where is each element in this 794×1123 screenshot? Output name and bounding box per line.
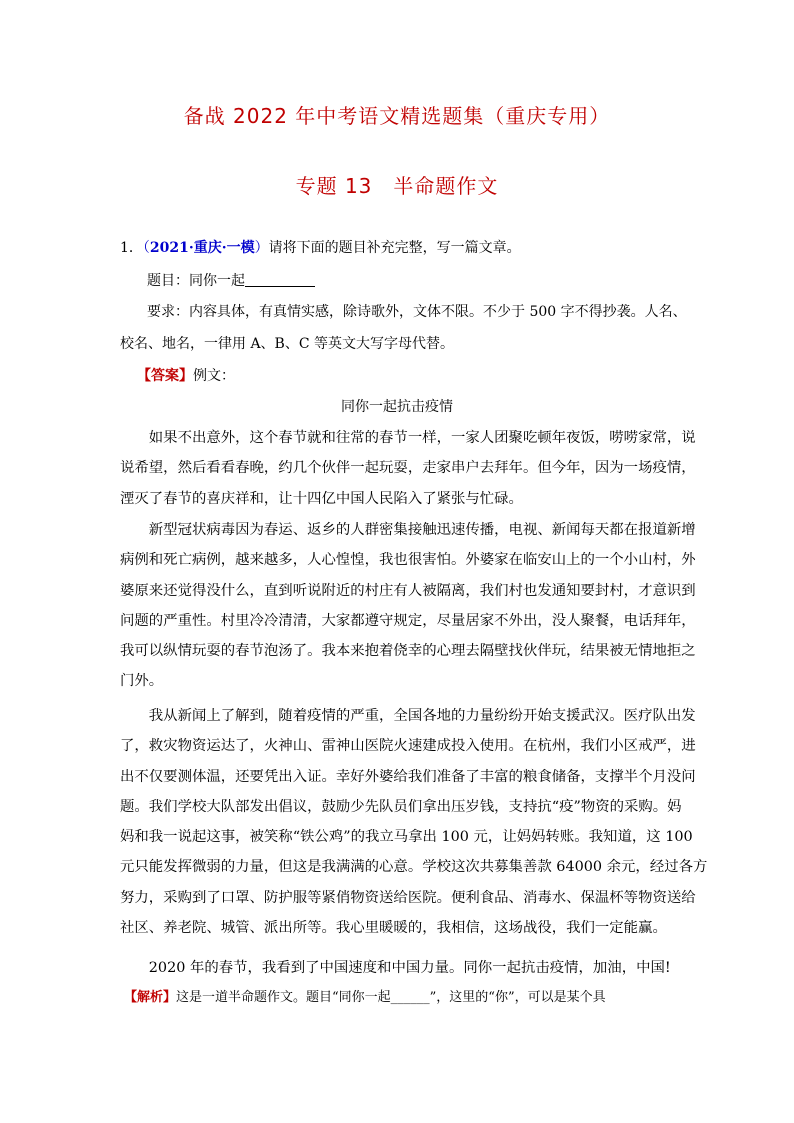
- topic-heading: 专题 13 半命题作文: [295, 174, 499, 198]
- analysis-text: 这是一道半命题作文。题目“同你一起______”，这里的“你”，可以是某个具: [176, 990, 606, 1005]
- text-line: 门外。: [120, 673, 164, 690]
- text-line: 说希望，然后看看春晚，约几个伙伴一起玩耍，走家串户去拜年。但今年，因为一场疫情，: [120, 460, 696, 477]
- question-line: 1．（2021·重庆·一模）请将下面的题目补充完整，写一篇文章。: [120, 240, 521, 256]
- topic-blank: [245, 272, 315, 287]
- text-line: 元只能发挥微弱的力量，但这是我满满的心意。学校这次共募集善款 64000 余元，经过各方: [120, 859, 708, 876]
- page-title: 备战 2022 年中考语文精选题集（重庆专用）: [183, 104, 611, 128]
- text-line: 题。我们学校大队部发出倡议，鼓励少先队员们拿出压岁钱，支持抗“疫”物资的采购。妈: [120, 798, 682, 815]
- answer-tag: 【答案】: [137, 368, 193, 384]
- essay-paragraph-2: [120, 515, 696, 697]
- question-source: 2021·重庆·一模: [149, 240, 255, 256]
- question-prompt: 请将下面的题目补充完整，写一篇文章。: [268, 240, 521, 256]
- topic-line: [147, 271, 315, 291]
- analysis-line: [124, 988, 606, 1008]
- requirements-line-1: 要求：内容具体，有真情实感，除诗歌外，文体不限。不少于 500 字不得抄袭。人名、: [147, 304, 687, 320]
- essay-paragraph-4: [120, 953, 680, 983]
- text-line: 湮灭了春节的喜庆祥和，让十四亿中国人民陷入了紧张与忙碌。: [120, 490, 523, 507]
- essay-paragraph-1: [120, 423, 696, 514]
- requirements-line-2: 校名、地名，一律用 A、B、C 等英文大写字母代替。: [120, 336, 455, 352]
- text-line: 我从新闻上了解到，随着疫情的严重，全国各地的力量纷纷开始支援武汉。医疗队出发: [120, 708, 696, 724]
- question-number: 1．: [120, 240, 143, 256]
- text-line: 病例和死亡病例，越来越多，人心惶惶，我也很害怕。外婆家在临安山上的一个小山村，外: [120, 552, 696, 569]
- text-line: 了，救灾物资运达了，火神山、雷神山医院火速建成投入使用。在杭州，我们小区戒严，进: [120, 738, 696, 755]
- essay-paragraph-3: [120, 701, 708, 943]
- text-line: 社区、养老院、城管、派出所等。我心里暖暖的，我相信，这场战役，我们一定能赢。: [120, 920, 667, 937]
- text-line: 新型冠状病毒因为春运、返乡的人群密集接触迅速传播，电视、新闻每天都在报道新增: [120, 522, 696, 538]
- essay-title: 同你一起抗击疫情: [341, 399, 453, 415]
- text-line: 妈和我一说起这事，被笑称“铁公鸡”的我立马拿出 100 元，让妈妈转账。我知道，这 100: [120, 829, 693, 846]
- text-line: 问题的严重性。村里冷冷清清，大家都遵守规定，尽量居家不外出，没人聚餐，电话拜年，: [120, 612, 696, 629]
- text-line: 婆原来还觉得没什么，直到听说附近的村庄有人被隔离，我们村也发通知要封村，才意识到: [120, 582, 696, 599]
- text-line: 2020 年的春节，我看到了中国速度和中国力量。同你一起抗击疫情，加油，中国!: [120, 960, 671, 976]
- answer-line: [137, 366, 235, 386]
- analysis-tag: 【解析】: [124, 990, 177, 1005]
- text-line: 如果不出意外，这个春节就和往常的春节一样，一家人团聚吃顿年夜饭，唠唠家常，说: [120, 430, 696, 446]
- answer-label: 例文：: [193, 368, 235, 384]
- text-line: 努力，采购到了口罩、防护服等紧俏物资送给医院。便利食品、消毒水、保温杯等物资送给: [120, 889, 696, 906]
- text-line: 我可以纵情玩耍的春节泡汤了。我本来抱着侥幸的心理去隔壁找伙伴玩，结果被无情地拒之: [120, 643, 696, 660]
- text-line: 出不仅要测体温，还要凭出入证。幸好外婆给我们准备了丰富的粮食储备，支撑半个月没问: [120, 768, 696, 785]
- topic-label: 题目：同你一起: [147, 273, 245, 289]
